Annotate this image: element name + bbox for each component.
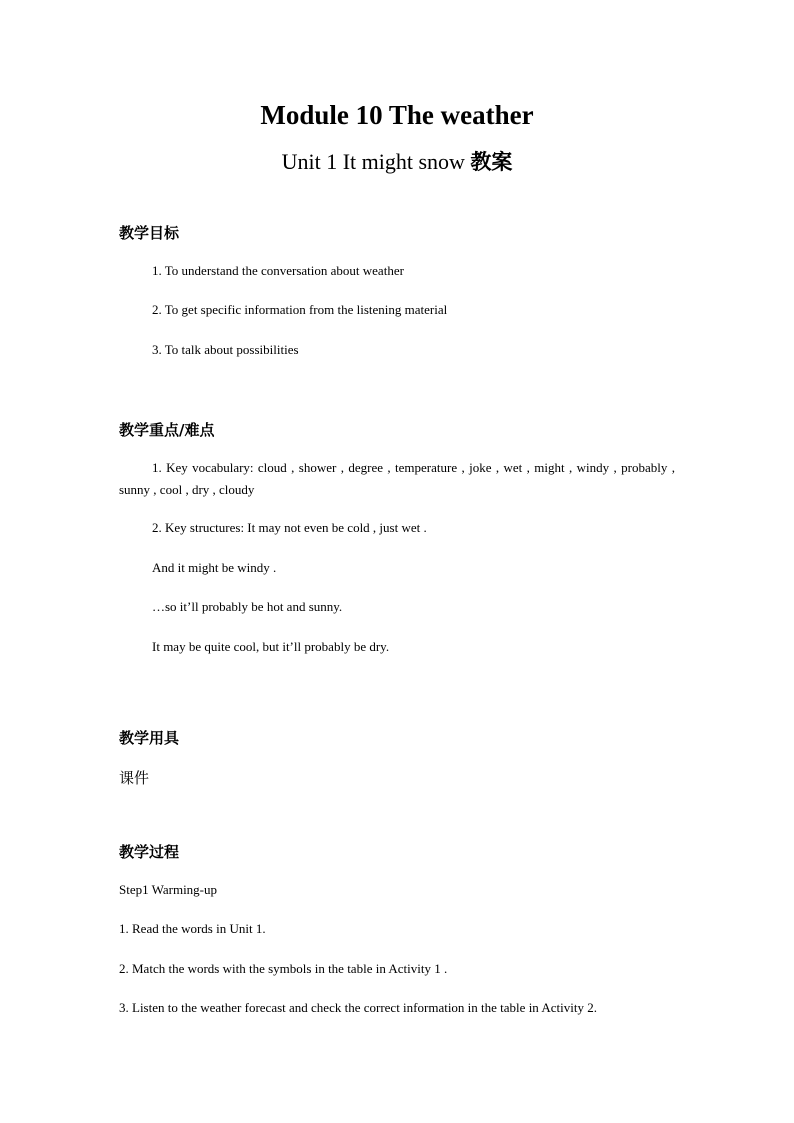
process-item-2: 2. Match the words with the symbols in the table in Activity 1 .	[119, 961, 448, 976]
process-item-3: 3. Listen to the weather forecast and check the correct information in the table in Activity 2.	[119, 1000, 597, 1015]
document-subtitle	[0, 146, 794, 176]
key-points-heading: 教学重点/难点	[119, 421, 215, 439]
objective-item-2: 2. To get specific information from the listening material	[152, 302, 448, 317]
key-structures-title: 2. Key structures: It may not even be cold , just wet .	[152, 520, 427, 535]
key-structure-2: …so it’ll probably be hot and sunny.	[152, 599, 343, 614]
subtitle-en: Unit 1 It might snow	[281, 149, 465, 174]
subtitle-cn: 教案	[470, 150, 513, 174]
step1-label: Step1 Warming-up	[119, 882, 218, 897]
key-vocabulary-text: 1. Key vocabulary: cloud , shower , degree , temperature , joke , wet , might , windy , probably , sunny , cool , dry , cloudy	[119, 460, 675, 497]
tools-text: 课件	[119, 769, 150, 787]
objective-item-3: 3. To talk about possibilities	[152, 342, 299, 357]
process-item-1: 1. Read the words in Unit 1.	[119, 921, 266, 936]
key-structure-1: And it might be windy .	[152, 560, 277, 575]
key-structure-3: It may be quite cool, but it’ll probably be dry.	[152, 639, 390, 654]
process-heading: 教学过程	[119, 843, 180, 861]
objectives-heading: 教学目标	[119, 224, 180, 242]
objective-item-1: 1. To understand the conversation about weather	[152, 263, 404, 278]
tools-heading: 教学用具	[119, 729, 180, 747]
key-vocabulary-paragraph	[119, 457, 675, 501]
document-title: Module 10 The weather	[260, 100, 534, 130]
